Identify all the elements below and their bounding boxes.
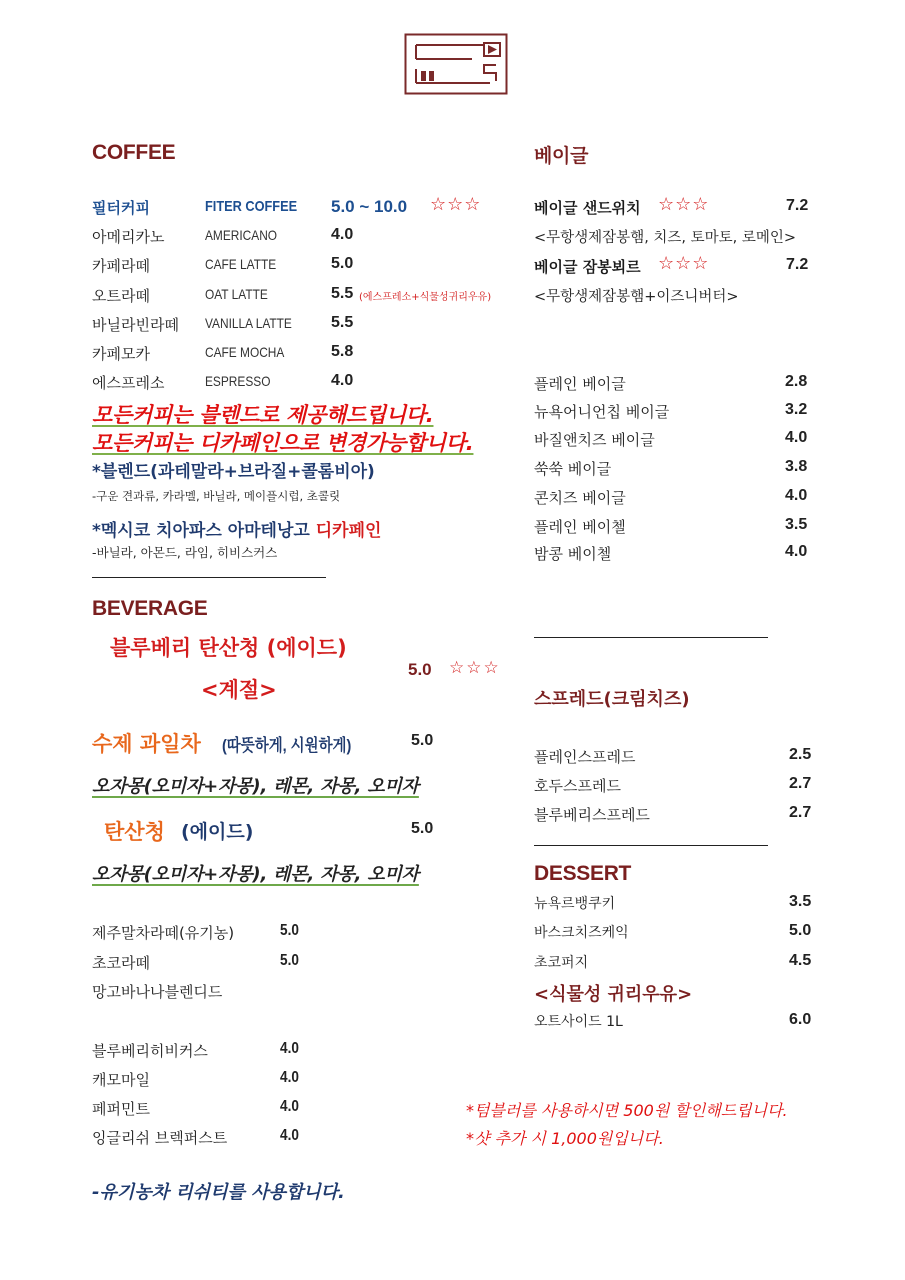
bagel-item-ko: 플레인 베이글 — [534, 375, 626, 393]
bagel-jambon-desc: <무항생제잠봉햄+이즈니버터> — [534, 289, 739, 305]
coffee-heading: COFFEE — [92, 141, 176, 164]
coffee-item-price: 5.8 — [331, 343, 354, 360]
bagel-jambon: 베이글 잠봉뵈르 — [534, 258, 641, 276]
bagel-sandwich: 베이글 샌드위치 — [534, 199, 641, 217]
dessert-item-price: 4.5 — [789, 952, 812, 969]
dessert-item-price: 3.5 — [789, 893, 812, 910]
oat-milk-price: 6.0 — [789, 1011, 812, 1028]
beverage-item-price: 5.0 — [280, 922, 299, 939]
spread-item-price: 2.7 — [789, 804, 812, 821]
coffee-item-price: 4.0 — [331, 226, 354, 243]
filter-coffee-stars: ☆☆☆ — [430, 194, 482, 215]
beverage-item-ko: 망고바나나블렌디드 — [92, 983, 223, 1001]
coffee-item-price: 5.5 — [331, 314, 354, 331]
bagel-jambon-price: 7.2 — [786, 256, 809, 273]
bagel-item-price: 4.0 — [785, 543, 808, 560]
tea-item-ko: 블루베리히비커스 — [92, 1042, 208, 1060]
tea-item-ko: 페퍼민트 — [92, 1100, 150, 1118]
decaf-title-line — [92, 516, 381, 541]
bagel-jambon-stars: ☆☆☆ — [658, 253, 710, 274]
coffee-item-en: CAFE MOCHA — [205, 344, 285, 360]
coffee-item-en: ESPRESSO — [205, 373, 271, 389]
tea-item-price: 4.0 — [280, 1098, 299, 1115]
tea-item-price: 4.0 — [280, 1069, 299, 1086]
tea-item-ko: 캐모마일 — [92, 1071, 150, 1089]
bagel-item-price: 2.8 — [785, 373, 808, 390]
coffee-item-ko: 에스프레소 — [92, 374, 165, 392]
coffee-item-en: AMERICANO — [205, 227, 278, 243]
decaf-notice: 모든커피는 디카페인으로 변경가능합니다. — [92, 431, 474, 455]
spread-item-price: 2.7 — [789, 775, 812, 792]
blueberry-price: 5.0 — [408, 660, 432, 679]
divider — [534, 637, 768, 638]
spread-item-ko: 플레인스프레드 — [534, 748, 636, 766]
extra-shot-note: *샷 추가 시 1,000원입니다. — [466, 1129, 664, 1148]
blend-notes: -구운 견과류, 카라멜, 바닐라, 메이플시럽, 초콜릿 — [92, 489, 341, 503]
coffee-item-ko: 카페모카 — [92, 345, 150, 363]
beverage-heading: BEVERAGE — [92, 597, 208, 620]
filter-coffee-en: FITER COFFEE — [205, 198, 298, 215]
dessert-heading: DESSERT — [534, 862, 632, 885]
coffee-item-ko: 카페라떼 — [92, 257, 150, 275]
bagel-item-price: 4.0 — [785, 487, 808, 504]
organic-tea-note: -유기농차 리쉬티를 사용합니다. — [92, 1182, 345, 1203]
blueberry-ade: 블루베리 탄산청 (에이드) — [110, 636, 347, 660]
decaf-notes: -바닐라, 아몬드, 라임, 히비스커스 — [92, 545, 278, 560]
bagel-item-ko: 바질앤치즈 베이글 — [534, 431, 655, 449]
oat-milk-heading: <식물성 귀리우유> — [534, 984, 693, 1005]
soda-flavors: 오자몽(오미자+자몽), 레몬, 자몽, 오미자 — [92, 864, 419, 885]
fruit-tea-flavors: 오자몽(오미자+자몽), 레몬, 자몽, 오미자 — [92, 776, 419, 797]
fruit-tea: 수제 과일차 — [92, 732, 201, 756]
filter-coffee-ko: 필터커피 — [92, 199, 150, 217]
bagel-sandwich-stars: ☆☆☆ — [658, 194, 710, 215]
decaf-word: 디카페인 — [315, 521, 382, 541]
oat-latte-note: (에스프레소+식물성귀리우유) — [359, 292, 492, 303]
blueberry-stars: ☆☆☆ — [449, 658, 501, 678]
fruit-tea-option: (따뜻하게, 시원하게) — [222, 736, 352, 755]
tea-item-price: 4.0 — [280, 1127, 299, 1144]
beverage-item-price: 5.0 — [280, 952, 299, 969]
coffee-item-en: VANILLA LATTE — [205, 315, 292, 331]
coffee-item-ko: 아메리카노 — [92, 228, 165, 246]
blueberry-season: <계절> — [201, 678, 277, 702]
soda-option: (에이드) — [181, 821, 254, 843]
bagel-sandwich-desc: <무항생제잠봉햄, 치즈, 토마토, 로메인> — [534, 230, 797, 246]
dessert-item-ko: 초코퍼지 — [534, 955, 589, 971]
coffee-item-ko: 바닐라빈라떼 — [92, 316, 179, 334]
cafe-logo-icon — [404, 33, 508, 95]
dessert-item-price: 5.0 — [789, 922, 812, 939]
filter-coffee-price: 5.0 ~ 10.0 — [331, 197, 408, 216]
bagel-sandwich-price: 7.2 — [786, 197, 809, 214]
tea-item-price: 4.0 — [280, 1040, 299, 1057]
coffee-item-en: OAT LATTE — [205, 286, 268, 302]
soda: 탄산청 — [104, 820, 165, 844]
tumbler-discount-note: *텀블러를 사용하시면 500원 할인해드립니다. — [466, 1101, 788, 1120]
beverage-item-ko: 제주말차라떼(유기농) — [92, 924, 235, 942]
coffee-item-price: 5.0 — [331, 255, 354, 272]
spread-item-price: 2.5 — [789, 746, 812, 763]
tea-item-ko: 잉글리쉬 브렉퍼스트 — [92, 1129, 228, 1147]
bagel-item-ko: 뉴욕어니언칩 베이글 — [534, 403, 670, 421]
coffee-item-ko: 오트라떼 — [92, 287, 150, 305]
beverage-item-ko: 초코라떼 — [92, 954, 150, 972]
bagel-item-price: 3.8 — [785, 458, 808, 475]
spread-heading: 스프레드(크림치즈) — [534, 689, 690, 710]
bagel-item-price: 3.2 — [785, 401, 808, 418]
bagel-heading: 베이글 — [534, 145, 589, 167]
spread-item-ko: 블루베리스프레드 — [534, 806, 650, 824]
bagel-item-price: 3.5 — [785, 516, 808, 533]
dessert-item-ko: 바스크치즈케익 — [534, 925, 629, 941]
oat-milk-item: 오트사이드 1L — [534, 1014, 623, 1030]
decaf-bean-title: *멕시코 치아파스 아마테낭고 — [92, 521, 310, 541]
bagel-item-ko: 콘치즈 베이글 — [534, 489, 626, 507]
bagel-item-ko: 플레인 베이첼 — [534, 518, 626, 536]
divider — [92, 577, 326, 578]
fruit-tea-price: 5.0 — [411, 732, 434, 749]
coffee-item-price: 5.5 — [331, 285, 354, 302]
bagel-item-ko: 밤콩 베이첼 — [534, 545, 612, 563]
coffee-item-en: CAFE LATTE — [205, 256, 277, 272]
divider — [534, 845, 768, 846]
soda-price: 5.0 — [411, 820, 434, 837]
blend-notice: 모든커피는 블렌드로 제공해드립니다. — [92, 403, 434, 427]
bagel-item-price: 4.0 — [785, 429, 808, 446]
bagel-item-ko: 쑥쑥 베이글 — [534, 460, 612, 478]
dessert-item-ko: 뉴욕르뱅쿠키 — [534, 896, 616, 912]
blend-title: *블렌드(과테말라+브라질+콜롬비아) — [92, 462, 375, 482]
spread-item-ko: 호두스프레드 — [534, 777, 621, 795]
coffee-item-price: 4.0 — [331, 372, 354, 389]
